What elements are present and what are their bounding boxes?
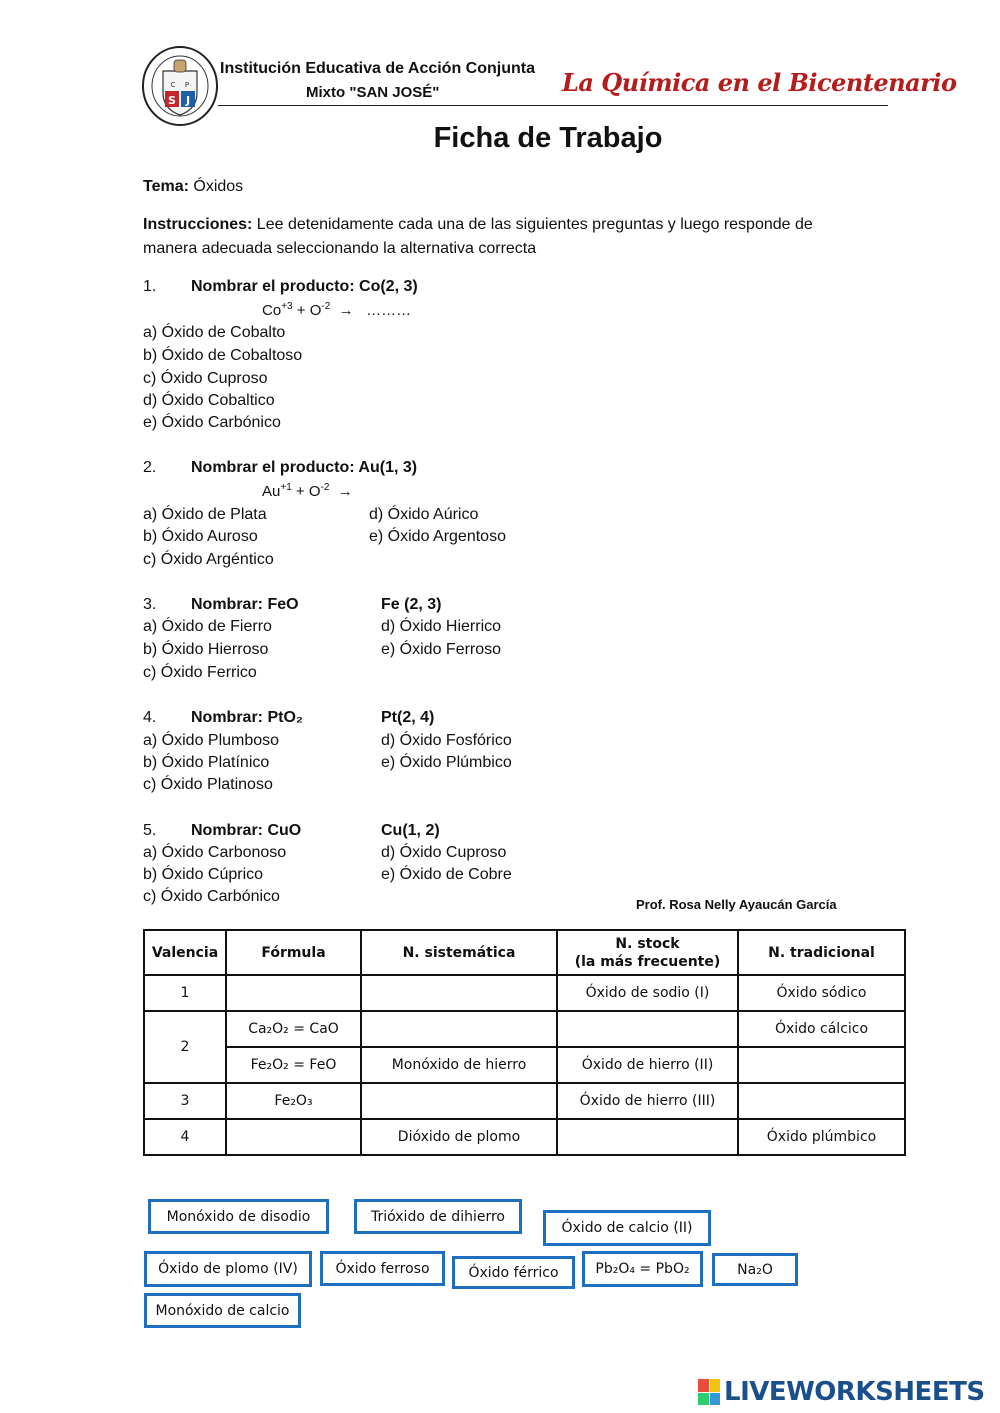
cell-tradicional: Óxido sódico <box>738 975 905 1011</box>
question-1: 1. Nombrar el producto: Co(2, 3) <box>143 278 418 295</box>
answer-chip[interactable]: Óxido de calcio (II) <box>543 1210 711 1246</box>
author-credit: Prof. Rosa Nelly Ayaucán García <box>636 897 837 912</box>
cell-tradicional: Óxido cálcico <box>738 1011 905 1047</box>
cell-stock: Óxido de hierro (II) <box>557 1047 738 1083</box>
answer-chip[interactable]: Pb₂O₄ = PbO₂ <box>582 1251 703 1287</box>
table-row <box>144 975 905 1011</box>
question-5: 5. Nombrar: CuO <box>143 822 302 839</box>
q2-option-d: d) Óxido Aúrico <box>369 506 479 523</box>
q3-option-c: c) Óxido Ferrico <box>143 664 257 681</box>
svg-text:S: S <box>168 94 176 107</box>
cell-formula: Fe₂O₂ = FeO <box>226 1047 361 1083</box>
liveworksheets-logo-icon <box>698 1379 720 1405</box>
drop-zone-stock[interactable] <box>557 1011 738 1047</box>
drop-zone-stock[interactable] <box>557 1119 738 1155</box>
question-2-equation: $Au^{+1} + O^{-2}$ → <box>262 482 353 500</box>
cell-stock: Óxido de sodio (I) <box>557 975 738 1011</box>
brand-slogan: La Química en el Bicentenario <box>562 68 957 97</box>
q2-option-b: b) Óxido Auroso <box>143 528 258 545</box>
table-row <box>144 1083 905 1119</box>
svg-text:J: J <box>185 94 191 107</box>
table-row <box>144 1011 905 1047</box>
topic-value: Óxidos <box>188 178 244 195</box>
instructions-line1 <box>143 214 813 236</box>
table-row <box>144 1047 905 1083</box>
drop-zone-tradicional[interactable] <box>738 1047 905 1083</box>
topic-line <box>143 176 243 198</box>
oxides-table <box>143 929 906 1156</box>
question-2-prompt: Nombrar el producto: Au(1, 3) <box>191 459 418 476</box>
answer-chip[interactable]: Na₂O <box>712 1253 798 1286</box>
svg-text:C: C <box>170 81 176 89</box>
q1-option-b: b) Óxido de Cobaltoso <box>143 347 303 364</box>
question-5-prompt: Nombrar: CuO <box>191 822 302 839</box>
table-header-row <box>144 930 905 975</box>
instructions-label: Instrucciones: <box>143 216 253 233</box>
question-1-equation: $Co^{+3} + O^{-2}$ → ……… <box>262 301 412 319</box>
q4-option-a: a) Óxido Plumboso <box>143 732 280 749</box>
cell-valencia: 1 <box>144 975 226 1011</box>
institution-name-line2: Mixto "SAN JOSÉ" <box>306 84 440 101</box>
cell-valencia: 2 <box>144 1011 226 1083</box>
watermark-text: LIVEWORKSHEETS <box>724 1377 985 1407</box>
q3-option-e: e) Óxido Ferroso <box>381 641 502 658</box>
question-3: 3. Nombrar: FeO <box>143 596 299 613</box>
drop-zone-sistematica[interactable] <box>361 1083 557 1119</box>
answer-chip[interactable]: Trióxido de dihierro <box>354 1199 522 1234</box>
answer-chip[interactable]: Óxido de plomo (IV) <box>144 1251 312 1287</box>
cell-sistematica: Monóxido de hierro <box>361 1047 557 1083</box>
topic-label: Tema: <box>143 178 189 195</box>
cell-tradicional: Óxido plúmbico <box>738 1119 905 1155</box>
q4-option-c: c) Óxido Platinoso <box>143 776 273 793</box>
q1-option-a: a) Óxido de Cobalto <box>143 324 286 341</box>
question-3-prompt: Nombrar: FeO <box>191 596 299 613</box>
question-2: 2. Nombrar el producto: Au(1, 3) <box>143 459 418 476</box>
header-rule <box>218 105 888 106</box>
col-header-stock: N. stock (la más frecuente) <box>557 930 738 975</box>
col-header-valencia: Valencia <box>144 930 226 975</box>
table-row <box>144 1119 905 1155</box>
cell-formula: Ca₂O₂ = CaO <box>226 1011 361 1047</box>
cell-sistematica: Dióxido de plomo <box>361 1119 557 1155</box>
drop-zone-sistematica[interactable] <box>361 1011 557 1047</box>
col-header-sistematica: N. sistemática <box>361 930 557 975</box>
question-3-valence: Fe (2, 3) <box>381 596 442 613</box>
q2-option-a: a) Óxido de Plata <box>143 506 267 523</box>
q2-option-c: c) Óxido Argéntico <box>143 551 274 568</box>
q4-option-e: e) Óxido Plúmbico <box>381 754 512 771</box>
q5-option-c: c) Óxido Carbónico <box>143 888 280 905</box>
q5-option-a: a) Óxido Carbonoso <box>143 844 287 861</box>
liveworksheets-watermark <box>698 1377 985 1407</box>
page-title: Ficha de Trabajo <box>433 122 663 154</box>
question-4-prompt: Nombrar: PtO₂ <box>191 709 304 726</box>
q2-option-e: e) Óxido Argentoso <box>369 528 506 545</box>
q5-option-b: b) Óxido Cúprico <box>143 866 264 883</box>
answer-chip[interactable]: Óxido ferroso <box>320 1251 445 1286</box>
drop-zone-sistematica[interactable] <box>361 975 557 1011</box>
q4-option-b: b) Óxido Platínico <box>143 754 270 771</box>
col-header-tradicional: N. tradicional <box>738 930 905 975</box>
answer-chip[interactable]: Monóxido de disodio <box>148 1199 329 1234</box>
instructions-text-1: Lee detenidamente cada una de las siguientes preguntas y luego responde de <box>252 216 813 233</box>
cell-valencia: 4 <box>144 1119 226 1155</box>
question-1-prompt: Nombrar el producto: Co(2, 3) <box>191 278 418 295</box>
answer-chip[interactable]: Óxido férrico <box>452 1256 575 1289</box>
q5-option-e: e) Óxido de Cobre <box>381 866 512 883</box>
drop-zone-formula[interactable] <box>226 1119 361 1155</box>
col-header-formula: Fórmula <box>226 930 361 975</box>
q1-option-c: c) Óxido Cuproso <box>143 370 268 387</box>
drop-zone-formula[interactable] <box>226 975 361 1011</box>
q3-option-a: a) Óxido de Fierro <box>143 618 272 635</box>
cell-stock: Óxido de hierro (III) <box>557 1083 738 1119</box>
q3-option-d: d) Óxido Hierrico <box>381 618 502 635</box>
question-4: 4. Nombrar: PtO₂ <box>143 709 304 726</box>
q4-option-d: d) Óxido Fosfórico <box>381 732 512 749</box>
question-5-valence: Cu(1, 2) <box>381 822 440 839</box>
cell-valencia: 3 <box>144 1083 226 1119</box>
institution-name-line1: Institución Educativa de Acción Conjunta <box>220 60 535 77</box>
q5-option-d: d) Óxido Cuproso <box>381 844 507 861</box>
question-4-valence: Pt(2, 4) <box>381 709 435 726</box>
instructions-text-2: manera adecuada seleccionando la alternativa correcta <box>143 240 537 257</box>
q3-option-b: b) Óxido Hierroso <box>143 641 269 658</box>
answer-chip[interactable]: Monóxido de calcio <box>144 1293 301 1328</box>
q1-option-d: d) Óxido Cobaltico <box>143 392 275 409</box>
school-crest-logo <box>141 45 219 127</box>
svg-text:P: P <box>184 81 190 89</box>
cell-formula: Fe₂O₃ <box>226 1083 361 1119</box>
q1-option-e: e) Óxido Carbónico <box>143 414 281 431</box>
drop-zone-tradicional[interactable] <box>738 1083 905 1119</box>
